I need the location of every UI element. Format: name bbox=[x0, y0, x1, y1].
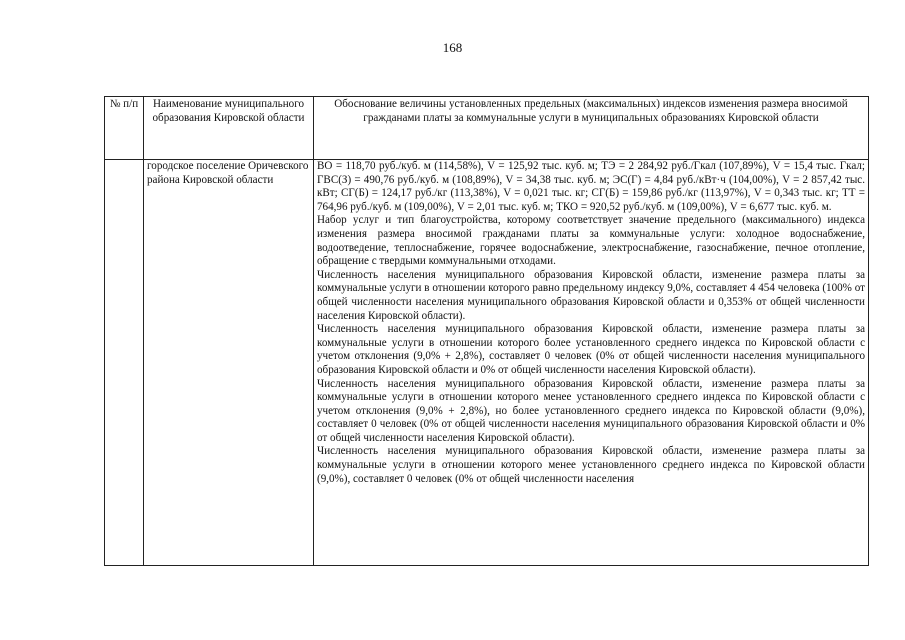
page-number: 168 bbox=[442, 40, 463, 55]
paragraph-services: Набор услуг и тип благоустройства, которому соответствует значение предельного (максимального) индекса изменения размера вносимой гражданами платы за коммунальные услуги: холодное водоснабжение, водоотведение, теплоснабжение, горячее водоснабжение, электроснабжение, газоснабжение, печное отопление, обращение с твердыми коммунальными отходами. bbox=[317, 214, 865, 268]
tariff-table bbox=[104, 96, 869, 566]
paragraph-population-between: Численность населения муниципального образования Кировской области, изменение размера платы за коммунальные услуги в отношении которого менее установленного среднего индекса по Кировской области с учетом отклонения (9,0% + 2,8%), но более установленного среднего индекса по Кировской области (9,0%), составляет 0 человек (0% от общей численности населения муниципального образования Кировской области и 0% от общей численности населения Кировской области). bbox=[317, 377, 865, 444]
header-justification: Обоснование величины установленных предельных (максимальных) индексов изменения размера вносимой гражданами платы за коммунальные услуги в муниципальных образованиях Кировской области bbox=[314, 97, 869, 160]
paragraph-population-above: Численность населения муниципального образования Кировской области, изменение размера платы за коммунальные услуги в отношении которого более установленного среднего индекса по Кировской области с учетом отклонения (9,0% + 2,8%), составляет 0 человек (0% от общей численности населения муниципального образования Кировской области и 0% от общей численности населения Кировской области). bbox=[317, 323, 865, 376]
header-number: № п/п bbox=[105, 97, 144, 160]
paragraph-tariffs: ВО = 118,70 руб./куб. м (114,58%), V = 125,92 тыс. куб. м; ТЭ = 2 284,92 руб./Гкал (107,89%), V = 15,4 тыс. Гкал; ГВС(З) = 490,76 руб./куб. м (108,89%), V = 34,38 тыс. куб. м; ЭС(Г) = 4,84 руб./кВт·ч (104,00%), V = 2 857,42 тыс. кВт; СГ(Б) = 124,17 руб./кг (113,38%), V = 0,021 тыс. кг; СГ(Б) = 159,86 руб./кг (113,97%), V = 0,343 тыс. кг; ТТ = 764,96 руб./куб. м (109,00%), V = 2,01 тыс. куб. м; ТКО = 920,52 руб./куб. м (109,00%), V = 6,677 тыс. куб. м. bbox=[317, 160, 865, 213]
table-row bbox=[105, 160, 869, 566]
cell-number bbox=[105, 160, 144, 566]
table-header-row bbox=[105, 97, 869, 160]
cell-municipality: городское поселение Оричевского района Кировской области bbox=[144, 160, 314, 566]
paragraph-population-below: Численность населения муниципального образования Кировской области, изменение размера платы за коммунальные услуги в отношении которого менее установленного среднего индекса по Кировской области (9,0%), составляет 0 человек (0% от общей численности населения bbox=[317, 445, 865, 485]
cell-justification bbox=[314, 160, 869, 566]
header-municipality: Наименование муниципального образования Кировской области bbox=[144, 97, 314, 160]
paragraph-population-equal: Численность населения муниципального образования Кировской области, изменение размера платы за коммунальные услуги в отношении которого равно предельному индексу 9,0%, составляет 4 454 человека (100% от общей численности населения муниципального образования Кировской области и 0,353% от общей численности населения Кировской области). bbox=[317, 268, 865, 322]
